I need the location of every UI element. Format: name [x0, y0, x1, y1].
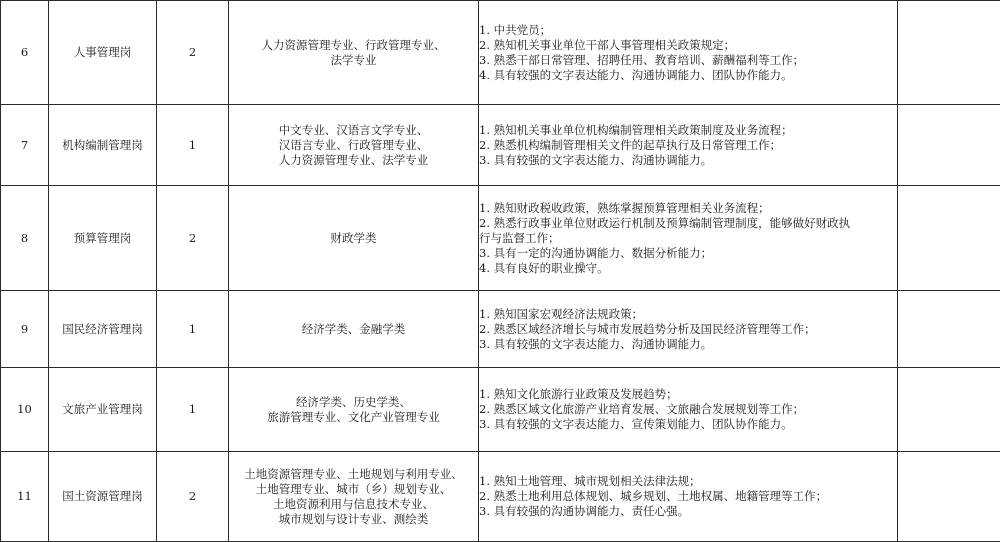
major-requirements	[229, 186, 479, 291]
requirement-line: 2. 熟悉区域文化旅游产业培育发展、文旅融合发展规划等工作；	[479, 402, 897, 417]
requirement-line: 1. 中共党员；	[479, 23, 897, 38]
requirement-line: 行与监督工作；	[479, 231, 897, 246]
other-requirements	[479, 291, 898, 368]
requirement-line: 1. 熟知财政税收政策，熟练掌握预算管理相关业务流程；	[479, 201, 897, 216]
major-requirements	[229, 1, 479, 105]
requirement-line: 2. 熟悉行政事业单位财政运行机制及预算编制管理制度，能够做好财政执	[479, 216, 897, 231]
requirement-line: 3. 具有较强的文字表达能力、宣传策划能力、团队协作能力。	[479, 417, 897, 432]
row-number: 10	[1, 368, 49, 452]
major-line: 汉语言专业、行政管理专业、	[229, 138, 478, 153]
headcount: 1	[157, 368, 229, 452]
position-name: 人事管理岗	[49, 1, 157, 105]
major-requirements	[229, 105, 479, 186]
requirement-line: 1. 熟知土地管理、城市规划相关法律法规；	[479, 474, 897, 489]
requirement-line: 1. 熟知机关事业单位机构编制管理相关政策制度及业务流程；	[479, 123, 897, 138]
position-name: 预算管理岗	[49, 186, 157, 291]
remarks-cell	[898, 105, 1000, 186]
requirement-line: 3. 具有较强的文字表达能力、沟通协调能力。	[479, 337, 897, 352]
remarks-cell	[898, 186, 1000, 291]
row-number: 8	[1, 186, 49, 291]
requirement-line: 1. 熟知文化旅游行业政策及发展趋势；	[479, 387, 897, 402]
table-row	[1, 452, 1000, 542]
position-name: 国土资源管理岗	[49, 452, 157, 542]
requirement-line: 3. 具有一定的沟通协调能力、数据分析能力；	[479, 246, 897, 261]
remarks-cell	[898, 1, 1000, 105]
major-line: 人力资源管理专业、行政管理专业、	[229, 38, 478, 53]
requirement-line: 3. 熟悉干部日常管理、招聘任用、教育培训、薪酬福利等工作；	[479, 53, 897, 68]
other-requirements	[479, 368, 898, 452]
requirement-line: 4. 具有较强的文字表达能力、沟通协调能力、团队协作能力。	[479, 68, 897, 83]
requirement-line: 1. 熟知国家宏观经济法规政策；	[479, 307, 897, 322]
major-line: 人力资源管理专业、法学专业	[229, 153, 478, 168]
requirement-line: 3. 具有较强的文字表达能力、沟通协调能力。	[479, 153, 897, 168]
table-row	[1, 105, 1000, 186]
row-number: 9	[1, 291, 49, 368]
row-number: 6	[1, 1, 49, 105]
major-line: 财政学类	[229, 231, 478, 246]
major-requirements	[229, 452, 479, 542]
position-name: 文旅产业管理岗	[49, 368, 157, 452]
major-line: 经济学类、金融学类	[229, 322, 478, 337]
other-requirements	[479, 186, 898, 291]
requirement-line: 2. 熟悉土地利用总体规划、城乡规划、土地权属、地籍管理等工作；	[479, 489, 897, 504]
major-line: 旅游管理专业、文化产业管理专业	[229, 410, 478, 425]
headcount: 2	[157, 1, 229, 105]
requirement-line: 2. 熟悉区域经济增长与城市发展趋势分析及国民经济管理等工作；	[479, 322, 897, 337]
major-line: 经济学类、历史学类、	[229, 395, 478, 410]
remarks-cell	[898, 452, 1000, 542]
table-body	[1, 1, 1000, 542]
major-requirements	[229, 291, 479, 368]
position-name: 机构编制管理岗	[49, 105, 157, 186]
other-requirements	[479, 1, 898, 105]
major-line: 土地管理专业、城市（乡）规划专业、	[229, 482, 478, 497]
headcount: 1	[157, 291, 229, 368]
table-row	[1, 186, 1000, 291]
headcount: 2	[157, 452, 229, 542]
major-line: 中文专业、汉语言文学专业、	[229, 123, 478, 138]
major-line: 城市规划与设计专业、测绘类	[229, 512, 478, 527]
requirement-line: 2. 熟知机关事业单位干部人事管理相关政策规定；	[479, 38, 897, 53]
major-line: 法学专业	[229, 53, 478, 68]
other-requirements	[479, 105, 898, 186]
row-number: 7	[1, 105, 49, 186]
requirement-line: 2. 熟悉机构编制管理相关文件的起草执行及日常管理工作；	[479, 138, 897, 153]
table-row	[1, 291, 1000, 368]
headcount: 2	[157, 186, 229, 291]
requirement-line: 3. 具有较强的沟通协调能力、责任心强。	[479, 504, 897, 519]
major-requirements	[229, 368, 479, 452]
requirement-line: 4. 具有良好的职业操守。	[479, 261, 897, 276]
remarks-cell	[898, 368, 1000, 452]
table-row	[1, 368, 1000, 452]
major-line: 土地资源利用与信息技术专业、	[229, 497, 478, 512]
other-requirements	[479, 452, 898, 542]
position-name: 国民经济管理岗	[49, 291, 157, 368]
major-line: 土地资源管理专业、土地规划与利用专业、	[229, 467, 478, 482]
table-row	[1, 1, 1000, 105]
headcount: 1	[157, 105, 229, 186]
remarks-cell	[898, 291, 1000, 368]
row-number: 11	[1, 452, 49, 542]
